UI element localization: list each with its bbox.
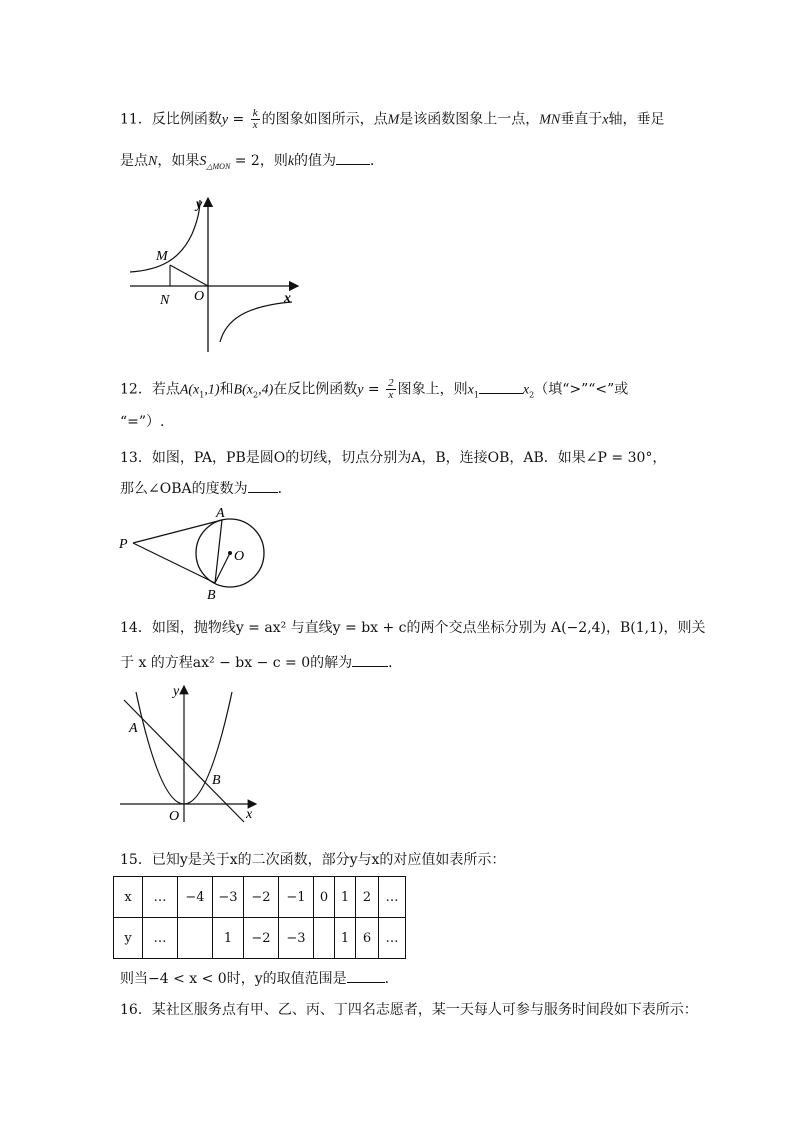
table-cell: −4 (178, 877, 213, 918)
table-cell: −1 (279, 877, 314, 918)
q15-line2: 则当−4 < x < 0时，y的取值范围是 ． (120, 968, 399, 989)
table-cell: −3 (213, 877, 244, 918)
q13-line2: 那么∠OBA的度数为 ． (120, 478, 292, 499)
chord-AB (215, 520, 222, 583)
table-cell (314, 918, 335, 959)
q11-line2: 是点N，如果$S_{\triangle MON} = 2$，则k的值为 ． (120, 150, 384, 177)
tangent-PA (133, 520, 222, 543)
answer-blank (479, 379, 523, 394)
fraction-k-over-x: $\frac{k}{x}$ (252, 107, 258, 131)
q16-line1: 16．某社区服务点有甲、乙、丙、丁四名志愿者，某一天每人可参与服务时间段如下表所示： (120, 1002, 698, 1018)
q11-line1: 11．反比例函数y = $\frac{k}{x}$ 的图象如图所示，点M是该函数图象上一点，MN垂直于x轴，垂足 (120, 107, 665, 131)
label-B: B (207, 588, 216, 603)
tangent-PB (133, 543, 215, 583)
table-cell: 1 (335, 877, 356, 918)
q13-line1: 13．如图，PA，PB是圆O的切线，切点分别为A，B，连接OB，AB．如果∠P = 30°， (120, 450, 667, 466)
label-B: B (212, 773, 221, 788)
q11-number: 11． (120, 111, 152, 128)
table-row (114, 877, 406, 918)
answer-blank (352, 652, 388, 667)
answer-blank (336, 150, 370, 165)
table-cell: y (114, 918, 143, 959)
q11-figure-hyperbola (120, 190, 320, 360)
table-row (114, 918, 406, 959)
q12-line2: “=”）. (120, 414, 165, 430)
table-cell: 1 (213, 918, 244, 959)
label-y: y (196, 197, 203, 212)
fraction-2-over-x: $\frac{2}{x}$ (388, 377, 394, 401)
label-y: y (173, 684, 180, 699)
table-cell: … (143, 918, 178, 959)
q14-figure-parabola-line (118, 682, 268, 827)
segment-MO (170, 265, 208, 286)
label-x: x (284, 291, 291, 306)
table-cell: −3 (279, 918, 314, 959)
table-cell: 1 (335, 918, 356, 959)
label-x: x (246, 807, 253, 822)
table-cell: … (379, 877, 406, 918)
answer-blank (347, 968, 385, 983)
label-A: A (216, 506, 225, 521)
q15-value-table (113, 876, 406, 959)
label-P: P (119, 537, 128, 552)
q12-line1: 12．若点$A(x_1,1)$和$B(x_2,4)$在反比例函数y = $\frac{2}{x}$ 图象上，则$x_1$ $x_2$（填“>”“<”或 (120, 377, 629, 401)
q12-number: 12． (120, 381, 152, 398)
label-O: O (169, 809, 180, 824)
table-cell: x (114, 877, 143, 918)
label-O: O (194, 289, 205, 304)
q13-figure-circle-tangents (115, 505, 275, 605)
table-cell: … (143, 877, 178, 918)
table-cell: 2 (356, 877, 379, 918)
table-cell: 6 (356, 918, 379, 959)
label-M: M (156, 249, 168, 264)
q15-line1: 15．已知y是关于x的二次函数，部分y与x的对应值如表所示： (120, 852, 506, 868)
table-cell: 0 (314, 877, 335, 918)
q14-line1: 14．如图，抛物线y = ax² 与直线y = bx + c的两个交点坐标分别为 A(−2,4)，B(1,1)，则关 (120, 620, 706, 636)
label-N: N (160, 293, 170, 308)
answer-blank (248, 478, 278, 493)
hyperbola-branch-right (220, 302, 292, 342)
table-cell: −2 (244, 918, 279, 959)
table-cell: −2 (244, 877, 279, 918)
q14-line2: 于 x 的方程ax² − bx − c = 0的解为 ． (120, 652, 402, 673)
table-cell: … (379, 918, 406, 959)
label-O: O (234, 549, 245, 564)
center-point-O (228, 551, 232, 555)
label-A: A (129, 721, 138, 736)
table-cell (178, 918, 213, 959)
